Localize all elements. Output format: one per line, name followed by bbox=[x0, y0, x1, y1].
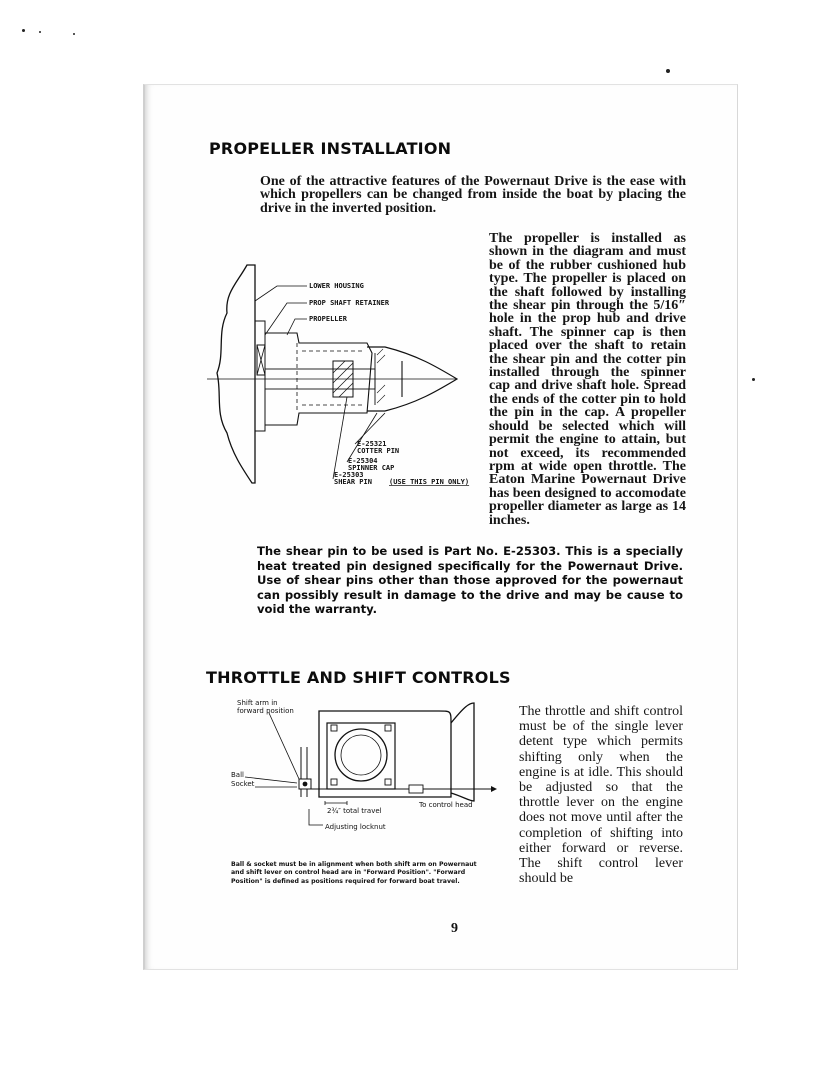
label-spinner-name: SPINNER CAP bbox=[348, 464, 395, 472]
label-spinner-part: E-25304 bbox=[348, 457, 378, 465]
propeller-intro: One of the attractive features of the Powernaut Drive is the ease with which propellers can be changed from inside the boat by placing the drive in the inverted position. bbox=[260, 174, 686, 216]
manual-page bbox=[143, 84, 738, 970]
label-propeller: PROPELLER bbox=[309, 315, 347, 323]
label-travel: 2¾″ total travel bbox=[327, 807, 382, 815]
label-cotter-name: COTTER PIN bbox=[357, 447, 400, 455]
propeller-heading: PROPELLER INSTALLATION bbox=[209, 139, 452, 158]
throttle-caption: Ball & socket must be in alignment when both shift arm on Powernaut and shift lever on control head are in "Forward Position". "Forward Position" is defined as positions required for forward boat travel. bbox=[231, 861, 477, 885]
label-ball: Ball bbox=[231, 771, 244, 779]
propeller-diagram bbox=[207, 263, 487, 503]
throttle-heading: THROTTLE AND SHIFT CONTROLS bbox=[206, 668, 511, 687]
label-cotter-part: E-25321 bbox=[357, 440, 387, 448]
label-lower-housing: LOWER HOUSING bbox=[309, 282, 364, 290]
page-number: 9 bbox=[451, 921, 458, 936]
label-shear-part: E-25303 bbox=[334, 471, 364, 479]
label-socket: Socket bbox=[231, 780, 255, 788]
label-control-head: To control head bbox=[419, 801, 473, 809]
label-prop-shaft-retainer: PROP SHAFT RETAINER bbox=[309, 299, 390, 307]
propeller-body: The propeller is installed as shown in the diagram and must be of the rubber cushioned hub type. The propeller is placed on the shaft followed by installing the shear pin through the 5/16″ hole in the prop hub and drive shaft. The spinner cap is then placed over the shaft to retain the shear pin and the cotter pin installed through the spinner cap and drive shaft hole. Spread the ends of the cotter pin to hold the pin in the cap. A propeller should be selected which will permit the engine to attain, but not exceed, its recommended rpm at wide open throttle. The Eaton Marine Powernaut Drive has been designed to accomodate propeller diameter as large as 14 inches. bbox=[489, 231, 686, 528]
label-shift-arm-1: Shift arm in bbox=[237, 699, 278, 707]
label-shift-arm-2: forward position bbox=[237, 707, 294, 715]
shear-pin-warning: The shear pin to be used is Part No. E-25303. This is a specially heat treated pin designed specifically for the Powernaut Drive. Use of shear pins other than those approved for the powernaut can possibly result in damage to the drive and may be cause to void the warranty. bbox=[257, 544, 683, 616]
label-shear-note: (USE THIS PIN ONLY) bbox=[389, 478, 470, 486]
label-locknut: Adjusting locknut bbox=[325, 823, 386, 831]
throttle-body: The throttle and shift control must be of the single lever detent type which permits shifting only when the engine is at idle. This should be adjusted so that the throttle lever on the engine does not move until after the completion of shifting into either forward or reverse. The shift control lever should be bbox=[519, 704, 683, 887]
label-shear-name: SHEAR PIN bbox=[334, 478, 372, 486]
throttle-diagram bbox=[229, 697, 499, 857]
